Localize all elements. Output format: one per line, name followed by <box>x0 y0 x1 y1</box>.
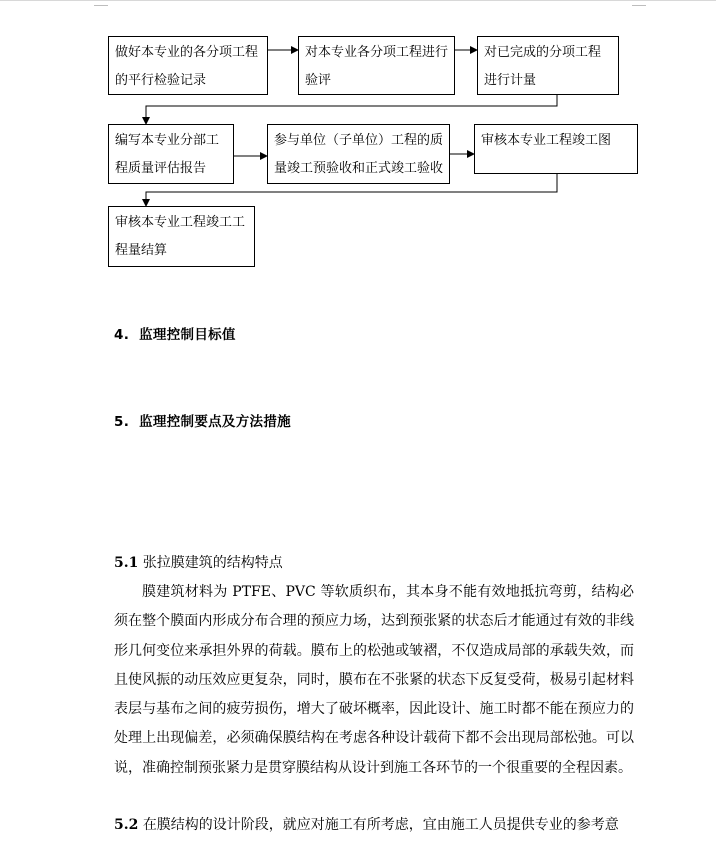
flow-box-quality-report: 编写本专业分部工程质量评估报告 <box>108 124 234 184</box>
subsection-5-1 <box>114 552 283 572</box>
arrow-box3-to-box4 <box>146 95 557 124</box>
section-number: 5. <box>114 414 130 430</box>
section-heading-5 <box>114 410 291 430</box>
section-title: 监理控制要点及方法措施 <box>139 414 291 430</box>
subsection-text: 在膜结构的设计阶段，就应对施工有所考虑，宜由施工人员提供专业的参考意 <box>142 817 619 833</box>
section-number: 4. <box>114 327 130 343</box>
flow-box-parallel-inspection: 做好本专业的各分项工程的平行检验记录 <box>108 36 268 95</box>
flow-box-item-evaluation: 对本专业各分项工程进行验评 <box>298 36 455 95</box>
section-title: 监理控制目标值 <box>139 327 236 343</box>
subsection-number: 5.2 <box>114 817 139 833</box>
flow-box-as-built-drawings: 审核本专业工程竣工图 <box>474 124 638 174</box>
subsection-number: 5.1 <box>114 555 139 571</box>
subsection-title: 张拉膜建筑的结构特点 <box>142 555 283 571</box>
flow-box-item-measurement: 对已完成的分项工程进行计量 <box>477 36 619 95</box>
section-heading-4 <box>114 323 236 343</box>
body-paragraph: 膜建筑材料为 PTFE、PVC 等软质织布，其本身不能有效地抵抗弯剪，结构必须在整个膜面内形成分布合理的预应力场，达到预张紧的状态后才能通过有效的非线形几何变位来承担外界的荷载。膜布上的松弛或皱褶，不仅造成局部的承载失效，而且使风振的动压效应更复杂，同时，膜布在不张紧的状态下反复受荷，极易引起材料表层与基布之间的疲劳损伤，增大了破坏概率，因此设计、施工时都不能在预应力的处理上出现偏差，必须确保膜结构在考虑各种设计载荷下都不会出现局部松弛。可以说，准确控制预张紧力是贯穿膜结构从设计到施工各环节的一个很重要的全程因素。 <box>114 584 634 776</box>
flow-box-acceptance: 参与单位（子单位）工程的质量竣工预验收和正式竣工验收 <box>267 124 450 184</box>
flow-box-settlement: 审核本专业工程竣工工程量结算 <box>108 206 255 267</box>
subsection-5-2 <box>114 814 639 834</box>
